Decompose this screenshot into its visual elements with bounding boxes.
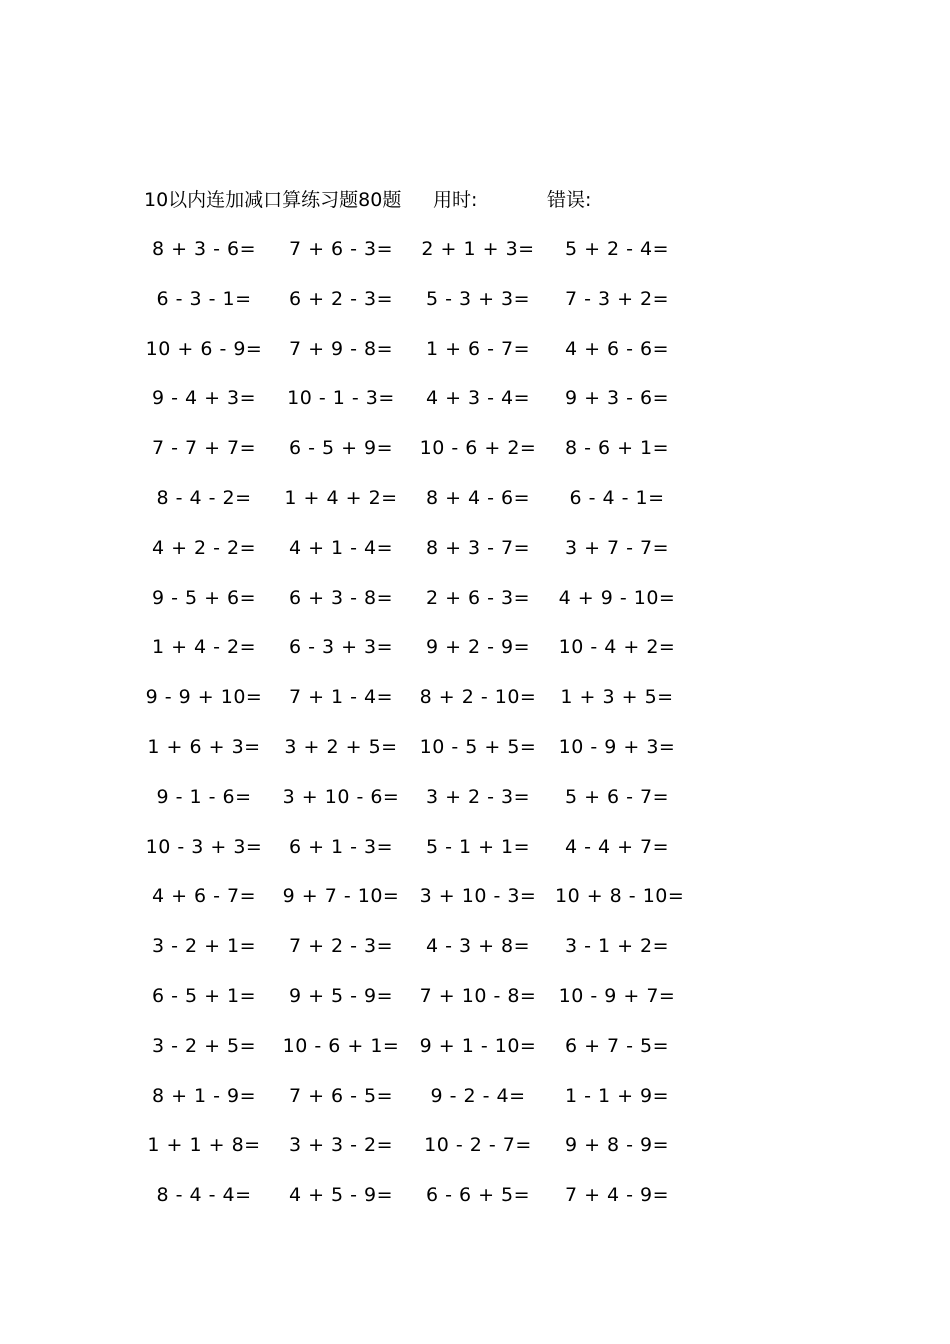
problem-item: 5 + 2 - 4= — [564, 238, 670, 260]
problem-item: 3 + 2 + 5= — [284, 735, 398, 758]
problem-row — [0, 1130, 950, 1180]
problem-item: 9 + 7 - 10= — [282, 885, 400, 908]
problem-item: 3 - 1 + 2= — [564, 935, 670, 958]
problem-item: 4 + 5 - 9= — [288, 1184, 394, 1207]
problem-item: 3 - 2 + 5= — [151, 1034, 257, 1057]
problem-row — [0, 1081, 950, 1131]
problem-item: 4 + 6 - 6= — [564, 337, 670, 360]
problem-item: 7 + 4 - 9= — [564, 1184, 670, 1207]
problem-item: 8 - 6 + 1= — [564, 437, 670, 460]
problem-item: 6 + 1 - 3= — [288, 835, 394, 858]
problem-item: 8 + 3 - 6= — [151, 238, 257, 260]
problem-item: 1 + 4 + 2= — [284, 486, 398, 509]
problem-item: 10 + 6 - 9= — [145, 337, 263, 360]
problem-item: 9 + 2 - 9= — [425, 636, 531, 659]
problem-row — [0, 583, 950, 633]
problem-row — [0, 284, 950, 334]
problem-item: 3 + 10 - 3= — [419, 885, 537, 908]
problem-row — [0, 1031, 950, 1081]
time-used-label: 用时: — [433, 189, 478, 211]
problem-item: 7 - 7 + 7= — [151, 437, 257, 460]
problem-item: 9 + 8 - 9= — [564, 1134, 670, 1157]
problem-item: 1 - 1 + 9= — [564, 1084, 670, 1107]
problem-row — [0, 334, 950, 384]
problem-row — [0, 732, 950, 782]
problem-item: 6 - 6 + 5= — [425, 1184, 531, 1207]
problem-item: 4 - 3 + 8= — [425, 935, 531, 958]
problem-item: 3 + 2 - 3= — [425, 785, 531, 808]
problem-item: 5 + 6 - 7= — [564, 785, 670, 808]
problem-item: 3 + 10 - 6= — [282, 785, 400, 808]
problem-item: 5 - 1 + 1= — [425, 835, 531, 858]
problem-item: 2 + 1 + 3= — [421, 238, 535, 260]
problem-row — [0, 383, 950, 433]
problem-item: 8 + 4 - 6= — [425, 486, 531, 509]
problem-item: 6 + 7 - 5= — [564, 1034, 670, 1057]
problem-item: 4 + 9 - 10= — [558, 586, 676, 609]
problem-item: 10 - 6 + 2= — [419, 437, 537, 460]
problem-item: 6 - 5 + 1= — [151, 984, 257, 1007]
problem-item: 10 - 6 + 1= — [282, 1034, 400, 1057]
problem-item: 3 + 7 - 7= — [564, 536, 670, 559]
problem-item: 10 - 9 + 3= — [558, 735, 676, 758]
problem-item: 1 + 4 - 2= — [151, 636, 257, 659]
problem-item: 8 - 4 - 2= — [156, 486, 252, 509]
problem-item: 10 - 5 + 5= — [419, 735, 537, 758]
problem-item: 4 + 1 - 4= — [288, 536, 394, 559]
problem-item: 9 - 9 + 10= — [145, 686, 263, 709]
problem-item: 6 + 3 - 8= — [288, 586, 394, 609]
problem-row — [0, 782, 950, 832]
problem-row — [0, 981, 950, 1031]
problem-item: 9 - 2 - 4= — [430, 1084, 526, 1107]
problem-item: 9 + 3 - 6= — [564, 387, 670, 410]
problem-item: 4 + 3 - 4= — [425, 387, 531, 410]
problem-item: 2 + 6 - 3= — [425, 586, 531, 609]
problem-row — [0, 1180, 950, 1230]
problem-item: 5 - 3 + 3= — [425, 287, 531, 310]
problem-item: 6 - 4 - 1= — [569, 486, 665, 509]
problem-row — [0, 682, 950, 732]
problem-item: 10 + 8 - 10= — [555, 885, 685, 908]
problem-item: 1 + 6 - 7= — [425, 337, 531, 360]
problem-item: 8 + 3 - 7= — [425, 536, 531, 559]
problem-item: 9 - 4 + 3= — [151, 387, 257, 410]
problem-item: 3 + 3 - 2= — [288, 1134, 394, 1157]
problem-item: 6 - 3 + 3= — [288, 636, 394, 659]
problem-item: 4 + 6 - 7= — [151, 885, 257, 908]
problem-row — [0, 533, 950, 583]
problem-item: 1 + 1 + 8= — [147, 1134, 261, 1157]
problem-item: 10 - 1 - 3= — [287, 387, 395, 410]
problem-row — [0, 234, 950, 284]
problem-item: 7 + 6 - 5= — [288, 1084, 394, 1107]
problem-item: 8 + 2 - 10= — [419, 686, 537, 709]
problem-item: 7 + 6 - 3= — [288, 238, 394, 260]
problem-row — [0, 881, 950, 931]
worksheet-title: 10以内连加减口算练习题80题 — [144, 189, 402, 211]
problem-item: 7 - 3 + 2= — [564, 287, 670, 310]
problem-row — [0, 433, 950, 483]
problem-item: 9 + 1 - 10= — [419, 1034, 537, 1057]
problem-item: 8 + 1 - 9= — [151, 1084, 257, 1107]
problem-item: 10 - 2 - 7= — [424, 1134, 532, 1157]
problem-item: 7 + 9 - 8= — [288, 337, 394, 360]
problem-row — [0, 931, 950, 981]
problem-item: 9 + 5 - 9= — [288, 984, 394, 1007]
problem-row — [0, 483, 950, 533]
problem-item: 4 - 4 + 7= — [564, 835, 670, 858]
problem-item: 10 - 9 + 7= — [558, 984, 676, 1007]
problem-item: 6 + 2 - 3= — [288, 287, 394, 310]
problem-item: 7 + 10 - 8= — [419, 984, 537, 1007]
problem-item: 6 - 5 + 9= — [288, 437, 394, 460]
problem-item: 6 - 3 - 1= — [156, 287, 252, 310]
problem-grid — [0, 234, 950, 1230]
problem-item: 7 + 1 - 4= — [288, 686, 394, 709]
problem-item: 3 - 2 + 1= — [151, 935, 257, 958]
problem-item: 1 + 3 + 5= — [560, 686, 674, 709]
problem-row — [0, 832, 950, 882]
problem-row — [0, 632, 950, 682]
errors-label: 错误: — [547, 189, 592, 211]
problem-item: 4 + 2 - 2= — [151, 536, 257, 559]
problem-item: 8 - 4 - 4= — [156, 1184, 252, 1207]
problem-item: 9 - 1 - 6= — [156, 785, 252, 808]
worksheet-header — [144, 186, 704, 214]
problem-item: 9 - 5 + 6= — [151, 586, 257, 609]
problem-item: 1 + 6 + 3= — [147, 735, 261, 758]
problem-item: 10 - 4 + 2= — [558, 636, 676, 659]
problem-item: 7 + 2 - 3= — [288, 935, 394, 958]
problem-item: 10 - 3 + 3= — [145, 835, 263, 858]
